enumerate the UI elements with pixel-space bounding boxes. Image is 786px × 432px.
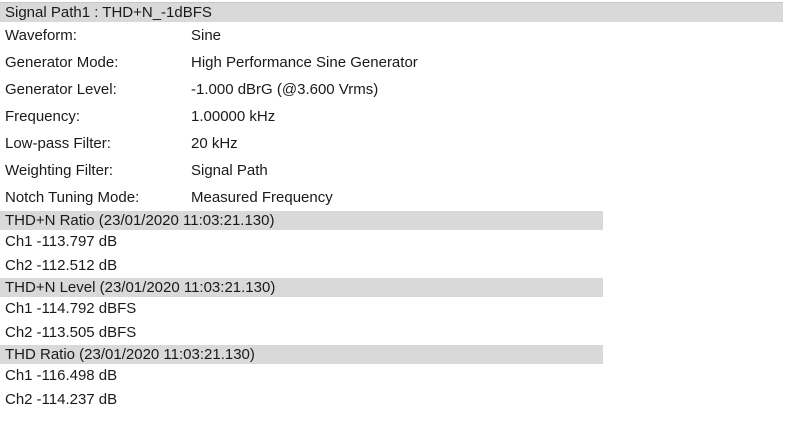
setting-value: 20 kHz xyxy=(191,135,238,152)
channel-label: Ch2 xyxy=(5,391,33,408)
measurement-report xyxy=(0,2,786,432)
setting-label: Notch Tuning Mode: xyxy=(5,189,140,206)
setting-row-weighting-filter xyxy=(0,157,786,184)
channel-label: Ch1 xyxy=(5,300,33,317)
setting-value: Sine xyxy=(191,27,222,44)
thd-ratio-header xyxy=(0,345,603,364)
result-row xyxy=(0,321,786,345)
result-value: -114.237 dB xyxy=(36,391,118,408)
setting-row-generator-level xyxy=(0,76,786,103)
result-row xyxy=(0,254,786,278)
result-value: -113.797 dB xyxy=(36,233,118,250)
result-value: -116.498 dB xyxy=(36,367,118,384)
signal-path-header xyxy=(0,2,783,22)
signal-path-title: Signal Path1 : THD+N_-1dBFS xyxy=(5,4,212,21)
setting-value: -1.000 dBrG (@3.600 Vrms) xyxy=(191,81,379,98)
result-value: -113.505 dBFS xyxy=(36,324,137,341)
result-title: THD+N Ratio (23/01/2020 11:03:21.130) xyxy=(5,212,275,229)
result-value: -112.512 dB xyxy=(36,257,118,274)
setting-label: Low-pass Filter: xyxy=(5,135,111,152)
result-row xyxy=(0,388,786,412)
channel-label: Ch2 xyxy=(5,257,33,274)
setting-value: Signal Path xyxy=(191,162,268,179)
result-value: -114.792 dBFS xyxy=(36,300,137,317)
setting-value: Measured Frequency xyxy=(191,189,333,206)
setting-row-frequency xyxy=(0,103,786,130)
setting-value: High Performance Sine Generator xyxy=(191,54,418,71)
setting-label: Weighting Filter: xyxy=(5,162,114,179)
setting-row-low-pass-filter xyxy=(0,130,786,157)
channel-label: Ch1 xyxy=(5,367,33,384)
result-title: THD+N Level (23/01/2020 11:03:21.130) xyxy=(5,279,276,296)
thdn-ratio-header xyxy=(0,211,603,230)
thdn-level-header xyxy=(0,278,603,297)
setting-label: Generator Mode: xyxy=(5,54,119,71)
result-title: THD Ratio (23/01/2020 11:03:21.130) xyxy=(5,346,255,363)
setting-label: Waveform: xyxy=(5,27,77,44)
setting-label: Generator Level: xyxy=(5,81,117,98)
result-row xyxy=(0,297,786,321)
setting-row-notch-tuning-mode xyxy=(0,184,786,211)
setting-row-generator-mode xyxy=(0,49,786,76)
setting-label: Frequency: xyxy=(5,108,81,125)
result-row xyxy=(0,364,786,388)
channel-label: Ch1 xyxy=(5,233,33,250)
setting-value: 1.00000 kHz xyxy=(191,108,276,125)
setting-row-waveform xyxy=(0,22,786,49)
result-row xyxy=(0,230,786,254)
channel-label: Ch2 xyxy=(5,324,33,341)
